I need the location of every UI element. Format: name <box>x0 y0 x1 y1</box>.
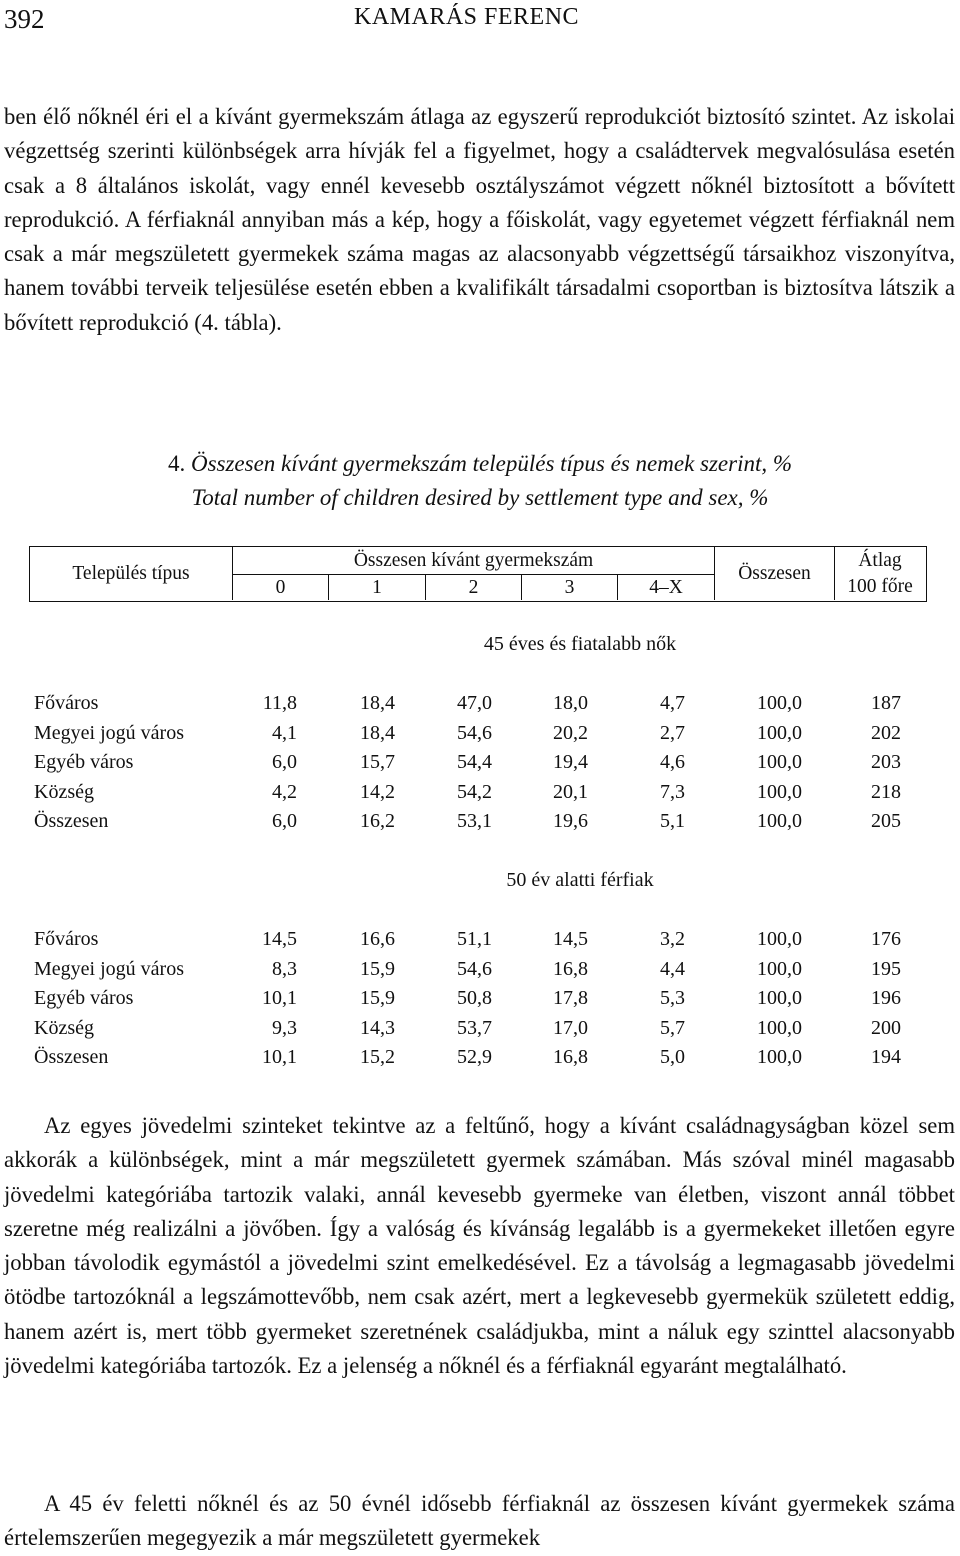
table-cell: 17,8 <box>553 987 588 1009</box>
table-cell: 52,9 <box>457 1046 492 1068</box>
row-label: Összesen <box>34 1046 109 1068</box>
table-cell: 15,9 <box>360 987 395 1009</box>
table-cell: 54,2 <box>457 780 492 803</box>
header-settlement-type: Település típus <box>30 547 233 600</box>
header-col-0: 0 <box>233 575 329 600</box>
row-label: Összesen <box>34 810 109 832</box>
table-cell: 194 <box>871 1046 901 1068</box>
row-label: Egyéb város <box>34 987 134 1009</box>
table-cell: 100,0 <box>757 721 802 744</box>
header-col-2: 2 <box>426 575 522 600</box>
table-row <box>34 1046 924 1076</box>
table-cell: 16,8 <box>553 1046 588 1068</box>
table-cell: 100,0 <box>757 987 802 1009</box>
table-cell: 5,3 <box>660 987 685 1009</box>
table-cell: 50,8 <box>457 987 492 1009</box>
table-cell: 19,4 <box>553 751 588 773</box>
table-cell: 20,2 <box>553 721 588 744</box>
table-cell: 100,0 <box>757 692 802 714</box>
table-cell: 4,7 <box>660 692 685 714</box>
table-cell: 195 <box>871 957 901 980</box>
row-label: Főváros <box>34 928 99 950</box>
table-cell: 100,0 <box>757 957 802 980</box>
table-cell: 53,7 <box>457 1016 492 1039</box>
table-cell: 15,9 <box>360 957 395 980</box>
table-row <box>34 722 924 752</box>
table-cell: 4,2 <box>272 780 297 803</box>
table-cell: 53,1 <box>457 810 492 832</box>
header-average <box>834 547 925 600</box>
table-cell: 3,2 <box>660 928 685 950</box>
table-cell: 202 <box>871 721 901 744</box>
header-col-3: 3 <box>522 575 618 600</box>
row-label: Község <box>34 1016 94 1039</box>
table-cell: 18,4 <box>360 721 395 744</box>
section-title: 45 éves és fiatalabb nők <box>483 633 677 655</box>
row-label: Egyéb város <box>34 751 134 773</box>
table-cell: 14,2 <box>360 780 395 803</box>
table-cell: 54,4 <box>457 751 492 773</box>
table-cell: 8,3 <box>272 957 297 980</box>
table-cell: 16,6 <box>360 928 395 950</box>
table-row <box>34 810 924 840</box>
row-label: Megyei jogú város <box>34 721 184 744</box>
table-row <box>34 692 924 722</box>
table-cell: 218 <box>871 780 901 803</box>
header-average-line2: 100 főre <box>847 575 913 597</box>
table-cell: 10,1 <box>262 1046 297 1068</box>
table-row <box>34 928 924 958</box>
table-caption-hu <box>0 447 960 481</box>
table-number: 4. <box>167 451 186 476</box>
table-row <box>34 958 924 988</box>
table-cell: 7,3 <box>660 780 685 803</box>
table-caption <box>0 447 960 515</box>
body-paragraph: A 45 év feletti nőknél és az 50 évnél idősebb férfiaknál az összesen kívánt gyermekek száma értelemszerűen megegyezik a már megszületett gyermekek <box>4 1491 955 1551</box>
table-row <box>34 751 924 781</box>
table-cell: 100,0 <box>757 810 802 832</box>
table-cell: 47,0 <box>457 692 492 714</box>
table-cell: 16,2 <box>360 810 395 832</box>
table-cell: 200 <box>871 1016 901 1039</box>
table-cell: 100,0 <box>757 928 802 950</box>
header-col-1: 1 <box>329 575 426 600</box>
table-cell: 9,3 <box>272 1016 297 1039</box>
header-col-4x: 4–X <box>649 576 683 598</box>
table-cell: 205 <box>871 810 901 832</box>
table-cell: 5,0 <box>660 1046 685 1068</box>
table-cell: 5,1 <box>660 810 685 832</box>
table-cell: 5,7 <box>660 1016 685 1039</box>
table-cell: 10,1 <box>262 987 297 1009</box>
table-row <box>34 987 924 1017</box>
table-row <box>34 781 924 811</box>
page-number: 392 <box>4 4 45 34</box>
table-cell: 187 <box>871 692 901 714</box>
table-cell: 100,0 <box>757 780 802 803</box>
table-cell: 2,7 <box>660 721 685 744</box>
table-cell: 4,6 <box>660 751 685 773</box>
table-cell: 14,5 <box>553 928 588 950</box>
section-title: 50 év alatti férfiak <box>506 869 654 891</box>
table-cell: 100,0 <box>757 1046 802 1068</box>
table-row <box>34 1017 924 1047</box>
table-cell: 196 <box>871 987 901 1009</box>
table-title-en: Total number of children desired by settlement type and sex, % <box>191 485 769 510</box>
table-header <box>29 546 927 602</box>
table-cell: 19,6 <box>553 810 588 832</box>
table-cell: 15,7 <box>360 751 395 773</box>
table-cell: 11,8 <box>262 692 297 714</box>
table-cell: 4,4 <box>660 957 685 980</box>
table-cell: 6,0 <box>272 751 297 773</box>
table-cell: 176 <box>871 928 901 950</box>
table-cell: 17,0 <box>553 1016 588 1039</box>
table-cell: 14,3 <box>360 1016 395 1039</box>
table-cell: 54,6 <box>457 957 492 980</box>
body-paragraph: ben élő nőknél éri el a kívánt gyermekszám átlaga az egyszerű reprodukciót biztosító szintet. Az iskolai végzettség szerinti különbségek arra hívják fel a figyelmet, hogy a családtervek megvalósulása esetén csak a 8 általános iskolát, vagy ennél kevesebb osztályszámot végzett nőknél biztosított a bővített reprodukció. A férfiaknál annyiban más a kép, hogy a főiskolát, vagy egyetemet végzett férfiaknál nem csak a már megszületett gyermekek száma magas az alacsonyabb végzettségű társaikhoz viszonyítva, hanem további terveik teljesülése esetén ebben a kvalifikált társadalmi csoportban is biztosítva látszik a bővített reprodukció (4. tábla). <box>4 104 955 335</box>
table-cell: 100,0 <box>757 1016 802 1039</box>
row-label: Község <box>34 780 94 803</box>
row-label: Főváros <box>34 692 99 714</box>
running-title: KAMARÁS FERENC <box>354 4 580 30</box>
table-cell: 51,1 <box>457 928 492 950</box>
table-cell: 203 <box>871 751 901 773</box>
table-cell: 6,0 <box>272 810 297 832</box>
header-total: Összesen <box>714 547 834 600</box>
table-cell: 100,0 <box>757 751 802 773</box>
body-paragraph: Az egyes jövedelmi szinteket tekintve az a feltűnő, hogy a kívánt családnagyságban közel sem akkorák a különbségek, mint a már megszületett gyermek számában. Más szóval minél magasabb jövedelmi kategóriába tartozik valaki, annál kevesebb gyermeke van életben, viszont annál többet szeretne még realizálni a jövőben. Így a valóság és kívánság legalább is a gyermekeket illetően egyre jobban távolodik egymástól a jövedelmi szint emelkedésével. Ez a távolság a legmagasabb jövedelmi ötödbe tartozóknál a legszámottevőbb, nem csak azért, mert a legkevesebb gyermekük született eddig, hanem azért is, mert több gyermeket szeretnének családjukba, mint a náluk egy szinttel alacsonyabb jövedelmi kategóriába tartozók. Ez a jelenség a nőknél és a férfiaknál egyaránt megtalálható. <box>4 1113 955 1379</box>
table-cell: 54,6 <box>457 721 492 744</box>
table-cell: 14,5 <box>262 928 297 950</box>
row-label: Megyei jogú város <box>34 957 184 980</box>
table-cell: 18,4 <box>360 692 395 714</box>
header-average-line1: Átlag <box>858 549 902 571</box>
table-cell: 15,2 <box>360 1046 395 1068</box>
table-title-hu: Összesen kívánt gyermekszám település típus és nemek szerint, % <box>190 451 793 476</box>
table-cell: 20,1 <box>553 780 588 803</box>
table-cell: 18,0 <box>553 692 588 714</box>
table-cell: 4,1 <box>272 721 297 744</box>
header-desired-children: Összesen kívánt gyermekszám <box>233 547 714 575</box>
table-cell: 16,8 <box>553 957 588 980</box>
page-header <box>0 0 960 40</box>
